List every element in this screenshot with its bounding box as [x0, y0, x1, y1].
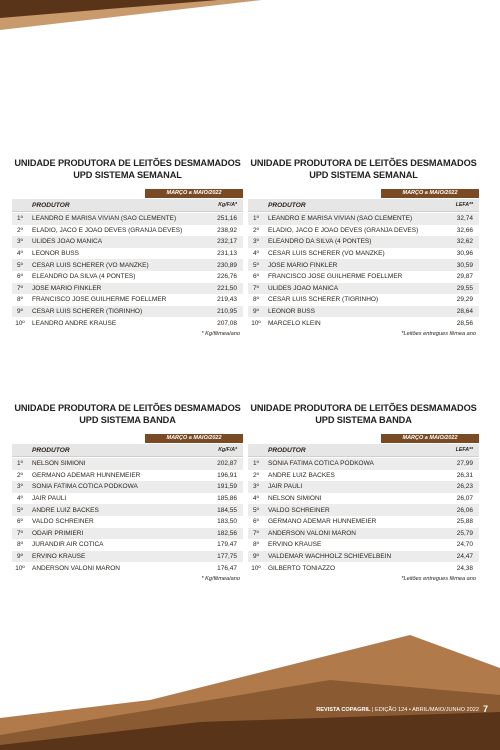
value-cell: 32,74	[456, 215, 473, 223]
rank-cell: 9º	[17, 553, 23, 561]
value-cell: 24,47	[456, 553, 473, 561]
table-header	[248, 199, 479, 212]
value-cell: 32,62	[456, 238, 473, 246]
producer-name-cell: ELEANDRO DA SILVA (4 PONTES)	[32, 273, 136, 281]
table-header	[12, 199, 243, 212]
value-cell: 196,91	[217, 471, 237, 479]
table-panel-semanal-lefa	[248, 158, 479, 337]
period-bar	[12, 189, 243, 198]
rank-cell: 2º	[17, 226, 23, 234]
table-row	[12, 236, 243, 248]
rank-cell: 6º	[17, 518, 23, 526]
table-row	[12, 481, 243, 493]
value-cell: 28,56	[456, 319, 473, 327]
rank-cell: 10º	[15, 319, 25, 327]
table-row	[248, 294, 479, 306]
rank-cell: 5º	[17, 506, 23, 514]
rank-cell: 9º	[253, 553, 259, 561]
table-row	[248, 317, 479, 329]
rank-cell: 10º	[251, 564, 261, 572]
footer-magazine: REVISTA COPAGRIL	[316, 707, 371, 713]
rank-cell: 6º	[17, 273, 23, 281]
table-row	[12, 551, 243, 563]
table-footnote: *Leitões entregues fêmea ano	[401, 575, 476, 582]
rank-cell: 1º	[17, 215, 23, 223]
rank-cell: 3º	[17, 238, 23, 246]
panel-title	[248, 158, 479, 181]
panel-title-line2: UPD SISTEMA SEMANAL	[73, 169, 182, 180]
value-cell: 232,17	[217, 238, 237, 246]
table-row	[248, 528, 479, 540]
rank-cell: 3º	[253, 483, 259, 491]
value-cell: 251,16	[217, 215, 237, 223]
producer-name-cell: GERMANO ADEMAR HUNNEMEIER	[268, 518, 377, 526]
producer-name-cell: FRANCISCO JOSE GUILHERME FOELLMER	[268, 273, 403, 281]
rank-cell: 2º	[253, 226, 259, 234]
table-row	[12, 283, 243, 295]
rank-cell: 6º	[253, 518, 259, 526]
producer-name-cell: ULIDES JOAO MANICA	[268, 284, 339, 292]
page-number: 7	[482, 704, 488, 714]
producer-name-cell: LEANDRO E MARISA VIVIAN (SÃO CLEMENTE)	[32, 215, 177, 223]
rank-cell: 4º	[253, 250, 259, 258]
value-cell: 185,86	[217, 495, 237, 503]
table-row	[12, 493, 243, 505]
table-row	[248, 516, 479, 528]
table-row	[12, 213, 243, 225]
period-label: MARÇO a MAIO/2022	[145, 434, 243, 443]
table-row	[12, 539, 243, 551]
producer-name-cell: LEANDRO ANDRE KRAUSE	[32, 319, 117, 327]
period-bar	[12, 434, 243, 443]
value-cell: 26,07	[456, 495, 473, 503]
column-header-producer: PRODUTOR	[32, 446, 70, 454]
period-bar	[248, 189, 479, 198]
value-cell: 183,50	[217, 518, 237, 526]
period-label: MARÇO a MAIO/2022	[381, 434, 479, 443]
table-footnote: *Leitões entregues fêmea ano	[401, 330, 476, 337]
producer-name-cell: MARCELO KLEIN	[268, 319, 321, 327]
table-row	[12, 225, 243, 237]
producer-name-cell: VALDO SCHREINER	[268, 506, 330, 514]
table-row	[248, 481, 479, 493]
producer-name-cell: ANDERSON VALONI MARON	[268, 529, 357, 537]
table-row	[12, 259, 243, 271]
rank-cell: 8º	[17, 296, 23, 304]
table-row	[248, 458, 479, 470]
table-row	[12, 317, 243, 329]
rank-cell: 5º	[253, 506, 259, 514]
footer-edition: EDIÇÃO 124	[375, 707, 408, 713]
producer-name-cell: ANDRE LUIZ BACKES	[268, 471, 335, 479]
column-header-value: Kg/F/A*	[218, 202, 237, 208]
table-row	[248, 236, 479, 248]
table-row	[248, 283, 479, 295]
page-footer	[0, 704, 488, 714]
value-cell: 32,66	[456, 226, 473, 234]
producer-name-cell: LEONOR BUSS	[32, 250, 79, 258]
value-cell: 191,59	[217, 483, 237, 491]
panel-title-line2: UPD SISTEMA BANDA	[79, 414, 176, 425]
panel-title	[12, 158, 243, 181]
panel-title-line1: UNIDADE PRODUTORA DE LEITÕES DESMAMADOS	[14, 158, 241, 168]
panel-title-line1: UNIDADE PRODUTORA DE LEITÕES DESMAMADOS	[250, 403, 477, 413]
rank-cell: 9º	[253, 308, 259, 316]
column-header-producer: PRODUTOR	[268, 201, 306, 209]
producer-name-cell: ELÁDIO, JACÓ E JOÃO DEVES (GRANJA DEVES)	[268, 226, 419, 234]
table-header	[248, 444, 479, 457]
table-rows	[248, 458, 479, 574]
producer-name-cell: NELSON SIMIONI	[32, 460, 86, 468]
table-panel-banda-kg	[12, 403, 243, 582]
footer-separator: |	[370, 707, 376, 713]
producer-name-cell: CESAR LUIS SCHERER (TIGRINHO)	[268, 296, 379, 304]
value-cell: 28,64	[456, 308, 473, 316]
producer-name-cell: JOSE MARIO FINKLER	[32, 284, 102, 292]
rank-cell: 4º	[17, 250, 23, 258]
producer-name-cell: JOSE MARIO FINKLER	[268, 261, 338, 269]
value-cell: 25,79	[456, 529, 473, 537]
value-cell: 182,56	[217, 529, 237, 537]
table-row	[248, 259, 479, 271]
producer-name-cell: CESAR LUIS SCHERER (VÔ MANZKE)	[32, 261, 149, 269]
table-row	[248, 248, 479, 260]
panel-title-line1: UNIDADE PRODUTORA DE LEITÕES DESMAMADOS	[250, 158, 477, 168]
table-row	[12, 504, 243, 516]
value-cell: 24,38	[456, 564, 473, 572]
rank-cell: 2º	[253, 471, 259, 479]
table-rows	[12, 458, 243, 574]
producer-name-cell: VALDEMAR WACHHOLZ SCHIEVELBEIN	[268, 553, 392, 561]
table-row	[12, 271, 243, 283]
value-cell: 219,43	[217, 296, 237, 304]
panel-title-line2: UPD SISTEMA SEMANAL	[309, 169, 418, 180]
producer-name-cell: SONIA FATIMA COTICA PODKOWA	[32, 483, 138, 491]
table-row	[12, 458, 243, 470]
value-cell: 176,47	[217, 564, 237, 572]
producer-name-cell: FRANCISCO JOSE GUILHERME FOELLMER	[32, 296, 167, 304]
producer-name-cell: JAIR PAULI	[32, 495, 67, 503]
table-row	[248, 539, 479, 551]
rank-cell: 5º	[253, 261, 259, 269]
value-cell: 26,06	[456, 506, 473, 514]
value-cell: 202,87	[217, 460, 237, 468]
value-cell: 221,50	[217, 284, 237, 292]
footer-bullet: •	[407, 707, 413, 713]
rank-cell: 3º	[17, 483, 23, 491]
column-header-value: LEFA**	[455, 202, 473, 208]
table-row	[248, 271, 479, 283]
value-cell: 27,99	[456, 460, 473, 468]
table-panel-semanal-kg	[12, 158, 243, 337]
value-cell: 30,96	[456, 250, 473, 258]
table-row	[248, 225, 479, 237]
producer-name-cell: ERVINO KRAUSE	[268, 541, 322, 549]
rank-cell: 7º	[17, 284, 23, 292]
table-footnote: * Kg/fêmea/ano	[201, 575, 240, 582]
value-cell: 29,29	[456, 296, 473, 304]
value-cell: 30,59	[456, 261, 473, 269]
table-header	[12, 444, 243, 457]
value-cell: 26,23	[456, 483, 473, 491]
column-header-value: LEFA**	[455, 447, 473, 453]
value-cell: 26,31	[456, 471, 473, 479]
rank-cell: 8º	[253, 541, 259, 549]
producer-name-cell: GERMANO ADEMAR HUNNEMEIER	[32, 471, 141, 479]
rank-cell: 1º	[17, 460, 23, 468]
table-row	[248, 470, 479, 482]
column-header-producer: PRODUTOR	[32, 201, 70, 209]
period-label: MARÇO a MAIO/2022	[145, 189, 243, 198]
value-cell: 25,88	[456, 518, 473, 526]
panel-title	[248, 403, 479, 426]
footer-months: ABRIL/MAIO/JUNHO 2022	[412, 707, 479, 713]
value-cell: 177,75	[217, 553, 237, 561]
value-cell: 179,47	[217, 541, 237, 549]
rank-cell: 2º	[17, 471, 23, 479]
rank-cell: 7º	[253, 529, 259, 537]
value-cell: 207,08	[217, 319, 237, 327]
producer-name-cell: ELÁDIO, JACÓ E JOÃO DEVES (GRANJA DEVES)	[32, 226, 183, 234]
producer-name-cell: LEANDRO E MARISA VIVIAN (SÃO CLEMENTE)	[268, 215, 413, 223]
rank-cell: 7º	[17, 529, 23, 537]
rank-cell: 8º	[253, 296, 259, 304]
rank-cell: 10º	[251, 319, 261, 327]
panel-title-line2: UPD SISTEMA BANDA	[315, 414, 412, 425]
producer-name-cell: GILBERTO TONIAZZO	[268, 564, 336, 572]
rank-cell: 5º	[17, 261, 23, 269]
table-footnote: * Kg/fêmea/ano	[201, 330, 240, 337]
producer-name-cell: ERVINO KRAUSE	[32, 553, 86, 561]
producer-name-cell: JAIR PAULI	[268, 483, 303, 491]
value-cell: 29,55	[456, 284, 473, 292]
table-row	[12, 528, 243, 540]
value-cell: 231,13	[217, 250, 237, 258]
table-row	[12, 516, 243, 528]
table-panel-banda-lefa	[248, 403, 479, 582]
producer-name-cell: ANDERSON VALONI MARON	[32, 564, 121, 572]
table-row	[12, 306, 243, 318]
producer-name-cell: ANDRE LUIZ BACKES	[32, 506, 99, 514]
rank-cell: 9º	[17, 308, 23, 316]
producer-name-cell: VALDO SCHREINER	[32, 518, 94, 526]
producer-name-cell: SONIA FATIMA COTICA PODKOWA	[268, 460, 374, 468]
rank-cell: 1º	[253, 460, 259, 468]
column-header-value: Kg/F/A*	[218, 447, 237, 453]
value-cell: 184,55	[217, 506, 237, 514]
column-header-producer: PRODUTOR	[268, 446, 306, 454]
rank-cell: 1º	[253, 215, 259, 223]
value-cell: 230,89	[217, 261, 237, 269]
period-label: MARÇO a MAIO/2022	[381, 189, 479, 198]
panel-title-line1: UNIDADE PRODUTORA DE LEITÕES DESMAMADOS	[14, 403, 241, 413]
producer-name-cell: CESAR LUIS SCHERER (VÔ MANZKE)	[268, 250, 385, 258]
value-cell: 226,76	[217, 273, 237, 281]
table-row	[248, 213, 479, 225]
producer-name-cell: CESAR LUIS SCHERER (TIGRINHO)	[32, 308, 143, 316]
producer-name-cell: ODAIR PRIMIERI	[32, 529, 84, 537]
rank-cell: 6º	[253, 273, 259, 281]
value-cell: 24,70	[456, 541, 473, 549]
rank-cell: 4º	[253, 495, 259, 503]
value-cell: 210,95	[217, 308, 237, 316]
table-row	[248, 562, 479, 574]
producer-name-cell: ELEANDRO DA SILVA (4 PONTES)	[268, 238, 372, 246]
producer-name-cell: NELSON SIMIONI	[268, 495, 322, 503]
rank-cell: 8º	[17, 541, 23, 549]
table-row	[12, 248, 243, 260]
table-row	[12, 470, 243, 482]
table-row	[12, 562, 243, 574]
rank-cell: 7º	[253, 284, 259, 292]
panel-title	[12, 403, 243, 426]
producer-name-cell: JURANDIR AIR COTICA	[32, 541, 104, 549]
table-row	[248, 551, 479, 563]
table-rows	[248, 213, 479, 329]
value-cell: 238,92	[217, 226, 237, 234]
table-row	[248, 306, 479, 318]
value-cell: 29,87	[456, 273, 473, 281]
rank-cell: 10º	[15, 564, 25, 572]
table-row	[248, 493, 479, 505]
table-row	[12, 294, 243, 306]
table-row	[248, 504, 479, 516]
producer-name-cell: ULIDES JOAO MANICA	[32, 238, 103, 246]
rank-cell: 4º	[17, 495, 23, 503]
table-rows	[12, 213, 243, 329]
rank-cell: 3º	[253, 238, 259, 246]
producer-name-cell: LEONOR BUSS	[268, 308, 315, 316]
period-bar	[248, 434, 479, 443]
